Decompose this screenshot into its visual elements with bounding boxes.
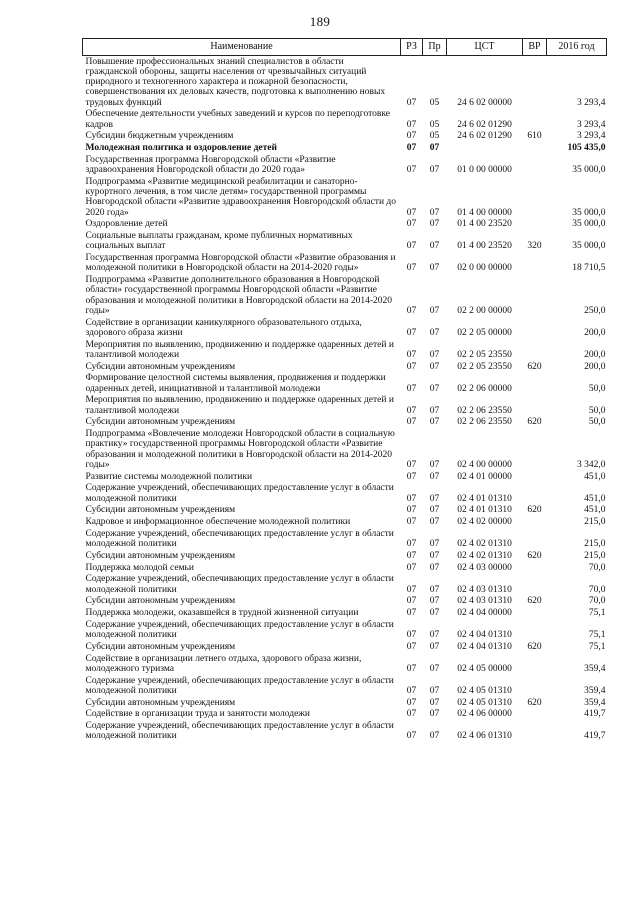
table-row	[83, 675, 607, 697]
row-rz: 07	[406, 383, 417, 394]
table-row	[83, 361, 607, 373]
row-pr: 07	[429, 709, 440, 720]
table-row	[83, 176, 607, 219]
row-amount: 105 435,0	[567, 143, 606, 153]
row-cst: 02 2 00 00000	[457, 305, 512, 316]
table-row	[83, 143, 607, 155]
row-amount: 75,1	[588, 608, 606, 618]
row-vr	[523, 176, 547, 219]
row-rz: 07	[406, 349, 417, 360]
row-rz: 07	[406, 241, 417, 252]
row-amount: 70,0	[588, 584, 606, 595]
table-header-row	[83, 39, 607, 56]
table-row	[83, 517, 607, 529]
row-name: Повышение профессиональных знаний специалистов в области гражданской обороны, защиты населения от чрезвычайных ситуаций природного и техногенного характера и пожарной безопасности, совершенствования их деловых качеств, подготовка к выполнению новых трудовых функций	[85, 56, 386, 108]
row-cst: 01 4 00 00000	[457, 207, 512, 218]
row-vr	[523, 56, 547, 109]
row-rz: 07	[406, 709, 417, 720]
row-cst: 02 4 01 01310	[457, 493, 512, 504]
table-row	[83, 608, 607, 620]
row-rz: 07	[406, 361, 417, 372]
table-row	[83, 231, 607, 253]
row-vr	[523, 109, 547, 131]
row-rz: 07	[406, 641, 417, 652]
row-name: Субсидии автономным учреждениям	[85, 697, 236, 708]
budget-table	[82, 38, 607, 743]
row-vr	[523, 653, 547, 675]
table-row	[83, 528, 607, 550]
row-pr: 07	[429, 596, 440, 607]
row-vr: 620	[527, 361, 542, 372]
row-cst: 01 4 00 23520	[457, 241, 512, 252]
row-vr	[523, 608, 547, 620]
row-name: Обеспечение деятельности учебных заведений и курсов по переподготовке кадров	[85, 109, 390, 130]
row-pr: 07	[429, 459, 440, 470]
row-vr	[523, 373, 547, 395]
row-cst: 02 2 05 00000	[457, 327, 512, 338]
row-amount: 451,0	[584, 493, 606, 504]
row-name: Поддержка молодежи, оказавшейся в трудной жизненной ситуации	[85, 608, 359, 618]
row-pr: 05	[429, 131, 440, 142]
row-vr	[523, 219, 547, 231]
row-amount: 70,0	[588, 596, 606, 607]
row-pr: 07	[429, 493, 440, 504]
row-amount: 451,0	[584, 471, 606, 482]
row-cst: 02 2 05 23550	[457, 361, 512, 372]
row-rz: 07	[406, 263, 417, 274]
row-cst: 02 4 01 01310	[457, 505, 512, 516]
row-amount: 215,0	[584, 517, 606, 527]
row-name: Содержание учреждений, обеспечивающих предоставление услуг в области молодежной политики	[85, 574, 394, 595]
row-cst: 02 4 04 01310	[457, 630, 512, 640]
row-pr: 07	[429, 327, 440, 338]
row-vr	[523, 483, 547, 505]
row-vr: 320	[527, 241, 542, 252]
table-row	[83, 275, 607, 318]
header-year: 2016 год	[547, 39, 607, 56]
row-name: Содержание учреждений, обеспечивающих предоставление услуг в области молодежной политики	[85, 528, 394, 549]
row-amount: 50,0	[588, 417, 606, 428]
row-vr	[523, 619, 547, 641]
row-cst: 02 4 01 00000	[457, 471, 512, 482]
row-amount: 200,0	[584, 327, 606, 338]
row-vr	[523, 275, 547, 318]
row-cst: 02 4 00 00000	[457, 459, 512, 470]
row-vr	[523, 517, 547, 529]
row-amount: 35 000,0	[572, 219, 606, 230]
row-vr: 610	[527, 131, 542, 142]
row-amount: 35 000,0	[572, 207, 606, 218]
row-name: Содействие в организации труда и занятости молодежи	[85, 709, 310, 720]
table-row	[83, 417, 607, 429]
row-amount: 250,0	[584, 305, 606, 316]
row-cst: 24 6 02 00000	[457, 97, 512, 108]
row-rz: 07	[406, 471, 417, 482]
row-name: Содержание учреждений, обеспечивающих предоставление услуг в области молодежной политики	[85, 675, 394, 696]
row-name: Содействие в организации каникулярного образовательного отдыха, здорового образа жизни	[85, 317, 362, 338]
row-rz: 07	[406, 596, 417, 607]
row-rz: 07	[406, 165, 417, 175]
row-pr: 07	[429, 630, 440, 640]
row-rz: 07	[406, 143, 417, 153]
row-rz: 07	[406, 550, 417, 561]
row-pr: 07	[429, 383, 440, 394]
row-cst: 02 2 06 00000	[457, 383, 512, 394]
table-row	[83, 550, 607, 562]
row-vr: 620	[527, 550, 542, 561]
row-rz: 07	[406, 305, 417, 316]
page-number: 189	[309, 14, 331, 29]
row-pr: 07	[429, 207, 440, 218]
row-name: Государственная программа Новгородской области «Развитие образования и молодежной политики в Новгородской области на 2014-2020 годы»	[85, 253, 396, 274]
header-pr: Пр	[423, 39, 447, 56]
table-row	[83, 56, 607, 109]
row-pr: 07	[429, 731, 440, 742]
row-pr: 07	[429, 539, 440, 549]
row-pr: 07	[429, 608, 440, 618]
row-vr	[523, 154, 547, 176]
row-rz: 07	[406, 207, 417, 218]
row-name: Содействие в организации летнего отдыха, здорового образа жизни, молодежного туризма	[85, 653, 362, 674]
row-amount: 75,1	[588, 630, 606, 640]
row-cst: 01 4 00 23520	[457, 219, 512, 230]
row-name: Содержание учреждений, обеспечивающих предоставление услуг в области молодежной политики	[85, 483, 394, 504]
row-rz: 07	[406, 505, 417, 516]
row-cst: 02 4 04 00000	[457, 608, 512, 618]
row-name: Субсидии автономным учреждениям	[85, 550, 236, 561]
row-vr	[523, 143, 547, 155]
row-rz: 07	[406, 697, 417, 708]
row-cst: 01 0 00 00000	[457, 165, 512, 175]
row-pr: 07	[429, 471, 440, 482]
row-name: Поддержка молодой семьи	[85, 562, 194, 573]
row-pr: 07	[429, 505, 440, 516]
row-rz: 07	[406, 97, 417, 108]
row-cst: 02 4 04 01310	[457, 641, 512, 652]
table-row	[83, 574, 607, 596]
row-vr	[523, 675, 547, 697]
row-cst: 02 4 03 00000	[457, 562, 512, 573]
row-amount: 3 342,0	[577, 459, 606, 470]
row-vr	[523, 562, 547, 574]
row-pr: 07	[429, 219, 440, 230]
row-cst: 02 4 06 01310	[457, 731, 512, 742]
row-pr: 07	[429, 584, 440, 595]
row-vr	[523, 395, 547, 417]
row-name: Содержание учреждений, обеспечивающих предоставление услуг в области молодежной политики	[85, 721, 394, 742]
row-rz: 07	[406, 119, 417, 130]
row-amount: 50,0	[588, 383, 606, 394]
row-rz: 07	[406, 608, 417, 618]
row-amount: 215,0	[584, 539, 606, 549]
row-rz: 07	[406, 131, 417, 142]
row-name: Содержание учреждений, обеспечивающих предоставление услуг в области молодежной политики	[85, 619, 394, 640]
row-amount: 50,0	[588, 405, 606, 416]
row-vr: 620	[527, 641, 542, 652]
row-vr: 620	[527, 697, 542, 708]
table-row	[83, 395, 607, 417]
row-cst: 02 4 03 01310	[457, 596, 512, 607]
row-rz: 07	[406, 219, 417, 230]
table-row	[83, 483, 607, 505]
row-cst: 02 4 02 01310	[457, 550, 512, 561]
table-row	[83, 471, 607, 483]
row-rz: 07	[406, 584, 417, 595]
row-amount: 359,4	[584, 685, 606, 696]
row-cst: 02 4 05 01310	[457, 697, 512, 708]
row-amount: 215,0	[584, 550, 606, 561]
row-rz: 07	[406, 685, 417, 696]
row-rz: 07	[406, 562, 417, 573]
row-vr: 620	[527, 505, 542, 516]
row-vr	[523, 721, 547, 743]
row-name: Молодежная политика и оздоровление детей	[85, 143, 277, 153]
header-name: Наименование	[83, 39, 401, 56]
row-vr	[523, 339, 547, 361]
row-cst: 24 6 02 01290	[457, 119, 512, 130]
row-rz: 07	[406, 517, 417, 527]
table-row	[83, 317, 607, 339]
table-row	[83, 709, 607, 721]
row-pr: 05	[429, 97, 440, 108]
row-amount: 3 293,4	[577, 97, 606, 108]
row-rz: 07	[406, 327, 417, 338]
table-row	[83, 721, 607, 743]
row-vr: 620	[527, 417, 542, 428]
header-rz: РЗ	[401, 39, 423, 56]
row-name: Субсидии бюджетным учреждениям	[85, 131, 234, 142]
row-pr: 07	[429, 685, 440, 696]
row-pr: 07	[429, 417, 440, 428]
row-vr: 620	[527, 596, 542, 607]
row-cst: 02 2 06 23550	[457, 405, 512, 416]
row-rz: 07	[406, 417, 417, 428]
row-rz: 07	[406, 539, 417, 549]
table-row	[83, 131, 607, 143]
row-name: Подпрограмма «Развитие медицинской реабилитации и санаторно-курортного лечения, в том числе детям» государственной программы Новгородской области «Развитие здравоохранения Новгородской области до 2020 года»	[85, 176, 396, 218]
row-cst: 02 4 03 01310	[457, 584, 512, 595]
row-name: Субсидии автономным учреждениям	[85, 596, 236, 607]
row-rz: 07	[406, 493, 417, 504]
row-name: Оздоровление детей	[85, 219, 168, 230]
table-row	[83, 641, 607, 653]
row-vr	[523, 574, 547, 596]
row-cst: 02 2 06 23550	[457, 417, 512, 428]
row-name: Субсидии автономным учреждениям	[85, 641, 236, 652]
row-amount: 35 000,0	[572, 241, 606, 252]
row-name: Субсидии автономным учреждениям	[85, 361, 236, 372]
row-cst: 02 2 05 23550	[457, 349, 512, 360]
row-cst: 02 4 02 01310	[457, 539, 512, 549]
row-pr: 07	[429, 349, 440, 360]
row-cst: 02 0 00 00000	[457, 263, 512, 274]
row-name: Мероприятия по выявлению, продвижению и поддержке одаренных детей и талантливой молодежи	[85, 395, 394, 416]
table-row	[83, 373, 607, 395]
row-name: Субсидии автономным учреждениям	[85, 505, 236, 516]
row-amount: 18 710,5	[572, 263, 606, 274]
table-row	[83, 505, 607, 517]
row-amount: 200,0	[584, 349, 606, 360]
row-pr: 07	[429, 562, 440, 573]
row-name: Субсидии автономным учреждениям	[85, 417, 236, 428]
row-pr: 07	[429, 641, 440, 652]
row-name: Мероприятия по выявлению, продвижению и поддержке одаренных детей и талантливой молодежи	[85, 339, 394, 360]
row-pr: 07	[429, 143, 440, 153]
row-amount: 359,4	[584, 663, 606, 674]
row-name: Государственная программа Новгородской области «Развитие здравоохранения Новгородской области до 2020 года»	[85, 154, 336, 175]
row-pr: 07	[429, 263, 440, 274]
table-row	[83, 219, 607, 231]
header-vr: ВР	[523, 39, 547, 56]
row-vr	[523, 471, 547, 483]
row-name: Подпрограмма «Вовлечение молодежи Новгородской области в социальную практику» государственной программы Новгородской области «Развитие образования и молодежной политики в Новгородской области на 2014-2020 годы»	[85, 429, 395, 470]
table-row	[83, 619, 607, 641]
row-cst: 02 4 02 00000	[457, 517, 512, 527]
row-amount: 419,7	[584, 731, 606, 742]
table-row	[83, 253, 607, 275]
row-vr	[523, 253, 547, 275]
row-amount: 359,4	[584, 697, 606, 708]
row-amount: 451,0	[584, 505, 606, 516]
row-pr: 05	[429, 119, 440, 130]
row-rz: 07	[406, 663, 417, 674]
row-pr: 07	[429, 165, 440, 175]
table-row	[83, 429, 607, 472]
row-name: Подпрограмма «Развитие дополнительного образования в Новгородской области» государственной программы Новгородской области «Развитие образования и молодежной политики в Новгородской области на 2014-2020 годы»	[85, 275, 393, 316]
row-name: Формирование целостной системы выявления, продвижения и поддержки одаренных детей, инициативной и талантливой молодежи	[85, 373, 386, 394]
row-amount: 419,7	[584, 709, 606, 720]
row-pr: 07	[429, 517, 440, 527]
table-row	[83, 339, 607, 361]
row-vr	[523, 429, 547, 472]
table-row	[83, 109, 607, 131]
row-pr: 07	[429, 241, 440, 252]
row-name: Развитие системы молодежной политики	[85, 471, 253, 482]
table-row	[83, 562, 607, 574]
row-amount: 35 000,0	[572, 165, 606, 175]
row-rz: 07	[406, 459, 417, 470]
table-row	[83, 653, 607, 675]
row-pr: 07	[429, 550, 440, 561]
row-rz: 07	[406, 731, 417, 742]
row-amount: 70,0	[588, 562, 606, 573]
row-pr: 07	[429, 361, 440, 372]
row-rz: 07	[406, 630, 417, 640]
table-row	[83, 697, 607, 709]
row-name: Кадровое и информационное обеспечение молодежной политики	[85, 517, 351, 527]
row-pr: 07	[429, 305, 440, 316]
row-vr	[523, 709, 547, 721]
row-cst: 02 4 06 00000	[457, 709, 512, 720]
row-amount: 3 293,4	[577, 119, 606, 130]
row-cst: 02 4 05 01310	[457, 685, 512, 696]
row-vr	[523, 317, 547, 339]
row-pr: 07	[429, 663, 440, 674]
header-cst: ЦСТ	[447, 39, 523, 56]
row-amount: 75,1	[588, 641, 606, 652]
row-cst: 02 4 05 00000	[457, 663, 512, 674]
row-pr: 07	[429, 405, 440, 416]
row-rz: 07	[406, 405, 417, 416]
row-pr: 07	[429, 697, 440, 708]
row-name: Социальные выплаты гражданам, кроме публичных нормативных социальных выплат	[85, 231, 353, 252]
row-cst: 24 6 02 01290	[457, 131, 512, 142]
row-amount: 3 293,4	[577, 131, 606, 142]
table-row	[83, 596, 607, 608]
row-cst	[447, 143, 523, 155]
row-amount: 200,0	[584, 361, 606, 372]
row-vr	[523, 528, 547, 550]
table-row	[83, 154, 607, 176]
